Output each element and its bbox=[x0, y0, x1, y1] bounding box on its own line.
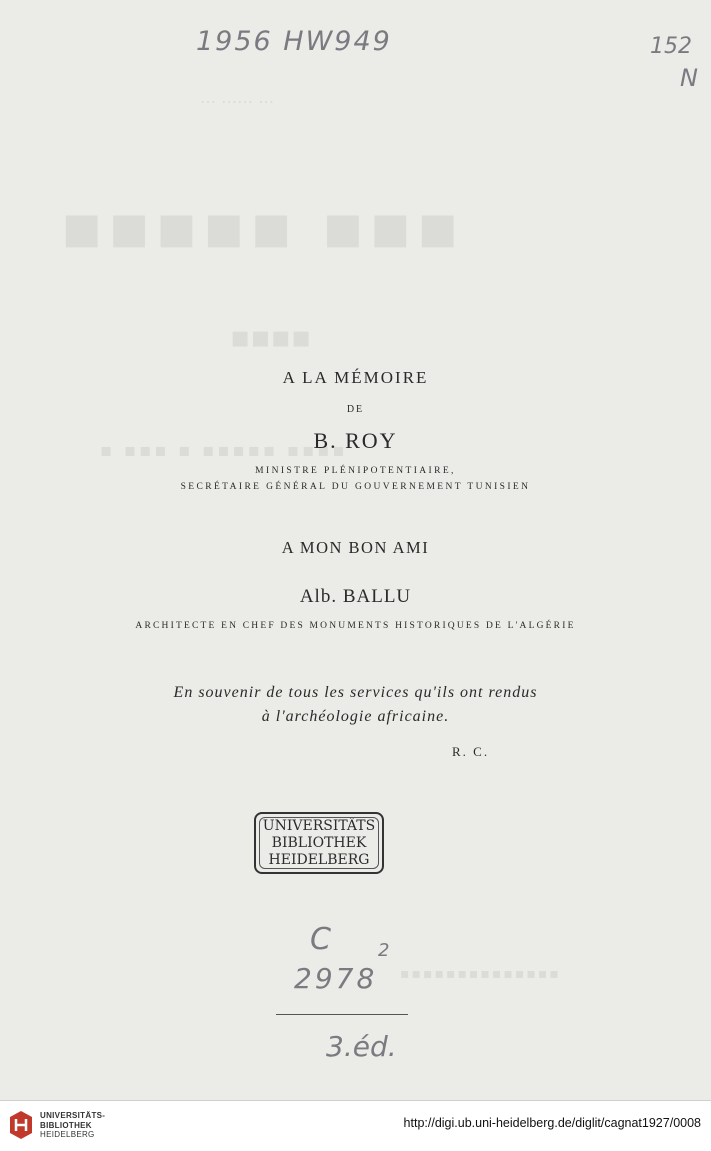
logo-line-1: UNIVERSITÄTS- bbox=[40, 1111, 106, 1120]
dedication-name-roy: B. ROY bbox=[313, 428, 398, 453]
dedication-ami: A MON BON AMI bbox=[281, 538, 430, 557]
source-url[interactable]: http://digi.ub.uni-heidelberg.de/diglit/cagnat1927/0008 bbox=[403, 1116, 701, 1130]
show-through-decoration: ▪▪▪▪ bbox=[230, 320, 312, 355]
show-through-decoration: ▪ ▪▪▪ ▪ ▪▪▪▪▪ ▪▪▪▪ bbox=[100, 440, 348, 461]
handwritten-number: 152 bbox=[650, 34, 692, 59]
stamp-line-2: BIBLIOTHEK bbox=[271, 834, 367, 851]
library-stamp bbox=[254, 812, 384, 874]
handwritten-underline bbox=[276, 1014, 408, 1015]
stamp-line-3: HEIDELBERG bbox=[268, 851, 370, 868]
handwritten-shelfmark: 1956 HW949 bbox=[196, 26, 392, 57]
show-through-decoration: ▪▪▪▪▪▪▪▪▪▪▪▪▪▪ bbox=[400, 966, 561, 982]
handwritten-edition: 3.éd. bbox=[326, 1030, 397, 1063]
stamp-line-1: UNIVERSITÄTS bbox=[262, 817, 376, 834]
footer-bar bbox=[0, 1100, 711, 1151]
dedication-de: DE bbox=[346, 404, 365, 415]
dedication-ballu-title: ARCHITECTE EN CHEF DES MONUMENTS HISTORIQUES DE L'ALGÉRIE bbox=[135, 621, 576, 631]
library-logo-text bbox=[40, 1111, 105, 1140]
show-through-decoration: ▪▪▪▪▪ ▪▪▪ bbox=[60, 190, 464, 264]
dedication-memoire: A LA MÉMOIRE bbox=[282, 368, 429, 387]
show-through-decoration: ⋯ ⋯⋯ ⋯ bbox=[200, 92, 275, 111]
dedication-italic-line-2: à l'archéologie africaine. bbox=[261, 708, 450, 725]
dedication-name-ballu: Alb. BALLU bbox=[299, 586, 412, 607]
logo-line-2: BIBLIOTHEK bbox=[40, 1120, 92, 1130]
heidelberg-logo-icon bbox=[8, 1109, 34, 1141]
dedication-italic-line-1: En souvenir de tous les services qu'ils ont rendus bbox=[173, 684, 538, 701]
logo-line-3: HEIDELBERG bbox=[40, 1130, 95, 1139]
handwritten-call-number: 2978 bbox=[294, 962, 378, 995]
dedication-roy-title-2: SECRÉTAIRE GÉNÉRAL DU GOUVERNEMENT TUNISIEN bbox=[180, 482, 531, 492]
dedication-signature: R. C. bbox=[452, 744, 490, 759]
handwritten-superscript: 2 bbox=[378, 940, 390, 961]
stamp-border bbox=[259, 817, 379, 869]
handwritten-letter: N bbox=[680, 64, 698, 92]
handwritten-c: C bbox=[310, 922, 331, 957]
dedication-roy-title-1: MINISTRE PLÉNIPOTENTIAIRE, bbox=[255, 466, 456, 476]
